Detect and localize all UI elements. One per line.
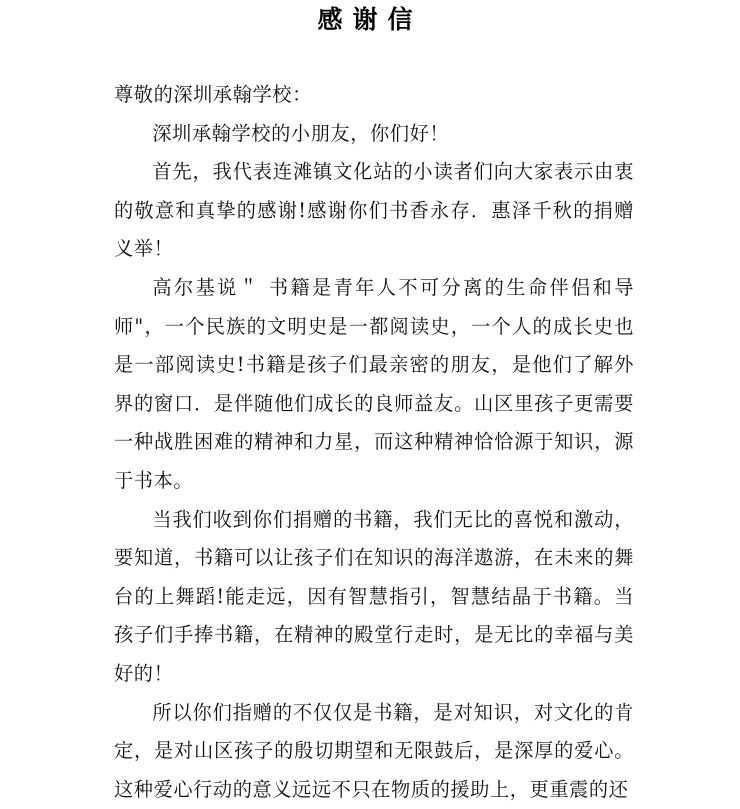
donation-meaning-paragraph: 所以你们指赠的不仅仅是书籍，是对知识，对文化的肯定，是对山区孩子的殷切期望和无限鼓后，是深厚的爱心。这种爱心行动的意义远远不只在物质的援助上，更重震的还	[114, 694, 634, 809]
letter-salutation: 尊敬的深圳承翰学校：	[114, 76, 634, 115]
letter-body	[114, 76, 634, 809]
books-importance-paragraph: 高尔基说＂ 书籍是青年人不可分离的生命伴侣和导师"，一个民族的文明史是一都阅读史，一个人的成长史也是一部阅读史!书籍是孩子们最亲密的朋友，是他们了解外界的窗口．是伴随他们成长的良师益友。山区里孩子更需要一种战胜困难的精神和力星，而这种精神恰恰源于知识，源于书本。	[114, 269, 634, 501]
greeting-paragraph: 深圳承翰学校的小朋友，你们好！	[114, 115, 634, 154]
thanks-paragraph: 首先，我代表连滩镇文化站的小读者们向大家表示由衷的敬意和真挚的感谢!感谢你们书香永存．惠泽千秋的捐赠义举！	[114, 153, 634, 269]
letter-title: 感谢信	[0, 4, 740, 36]
received-books-paragraph: 当我们收到你们捐赠的书籍，我们无比的喜悦和激动，要知道，书籍可以让孩子们在知识的海洋遨游，在未来的舞台的上舞蹈!能走远，因有智慧指引，智慧结晶于书籍。当孩子们手捧书籍，在精神的殿堂行走时，是无比的幸福与美好的！	[114, 501, 634, 694]
